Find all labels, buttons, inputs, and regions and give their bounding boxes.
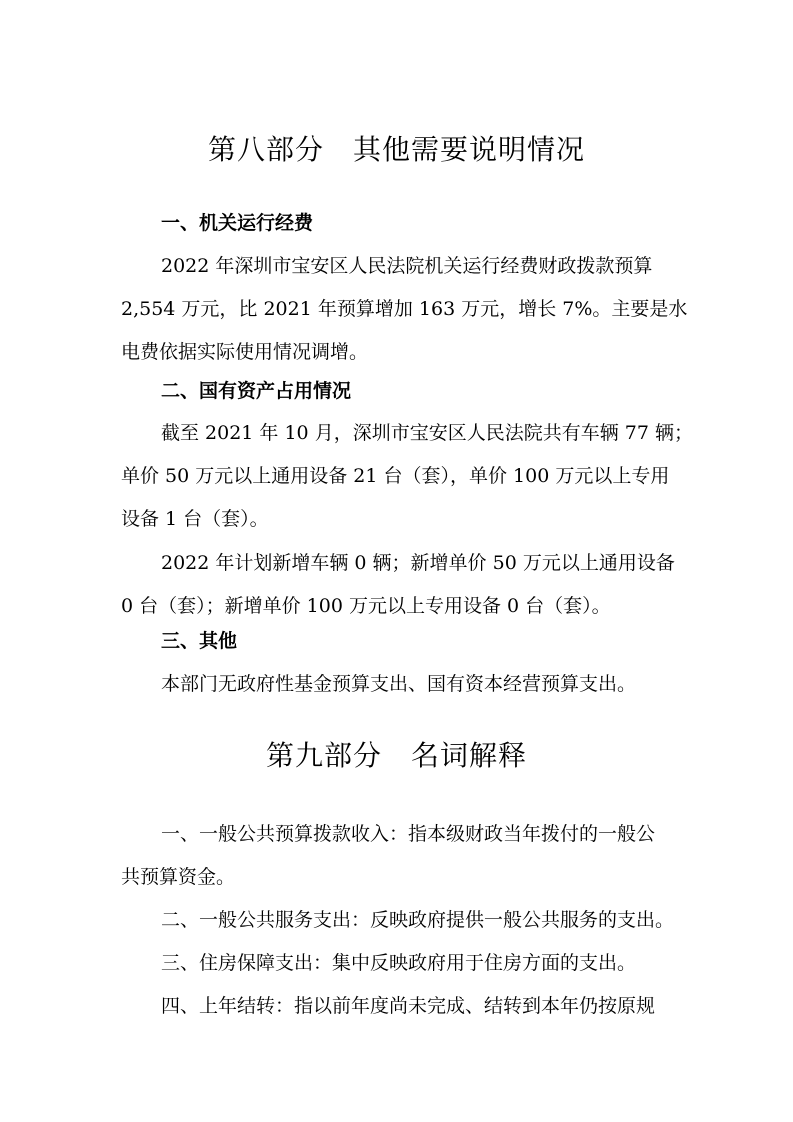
- paragraph-line: 共预算资金。: [121, 866, 236, 888]
- part8-title: 第八部分 其他需要说明情况: [207, 133, 585, 166]
- paragraph-line: 单价 50 万元以上通用设备 21 台（套），单价 100 万元以上专用: [121, 465, 670, 487]
- paragraph-line: 本部门无政府性基金预算支出、国有资本经营预算支出。: [161, 673, 637, 695]
- section-heading-other: 三、其他: [161, 630, 238, 652]
- paragraph-line: 2,554 万元，比 2021 年预算增加 163 万元，增长 7%。主要是水: [121, 298, 688, 320]
- paragraph-line: 设备 1 台（套）。: [121, 508, 269, 530]
- paragraph-line: 0 台（套）；新增单价 100 万元以上专用设备 0 台（套）。: [121, 595, 611, 617]
- paragraph-line: 三、住房保障支出：集中反映政府用于住房方面的支出。: [161, 952, 637, 974]
- paragraph-line: 一、一般公共预算拨款收入：指本级财政当年拨付的一般公: [161, 823, 656, 845]
- section-heading-state-assets: 二、国有资产占用情况: [161, 380, 352, 402]
- part9-title: 第九部分 名词解释: [265, 739, 527, 772]
- paragraph-line: 四、上年结转：指以前年度尚未完成、结转到本年仍按原规: [161, 995, 656, 1017]
- paragraph-line: 2022 年计划新增车辆 0 辆；新增单价 50 万元以上通用设备: [161, 552, 675, 574]
- paragraph-line: 电费依据实际使用情况调增。: [121, 341, 369, 363]
- paragraph-line: 截至 2021 年 10 月，深圳市宝安区人民法院共有车辆 77 辆；: [161, 422, 693, 444]
- paragraph-line: 2022 年深圳市宝安区人民法院机关运行经费财政拨款预算: [161, 255, 653, 277]
- section-heading-operating-expenses: 一、机关运行经费: [161, 212, 314, 234]
- paragraph-line: 二、一般公共服务支出：反映政府提供一般公共服务的支出。: [161, 909, 675, 931]
